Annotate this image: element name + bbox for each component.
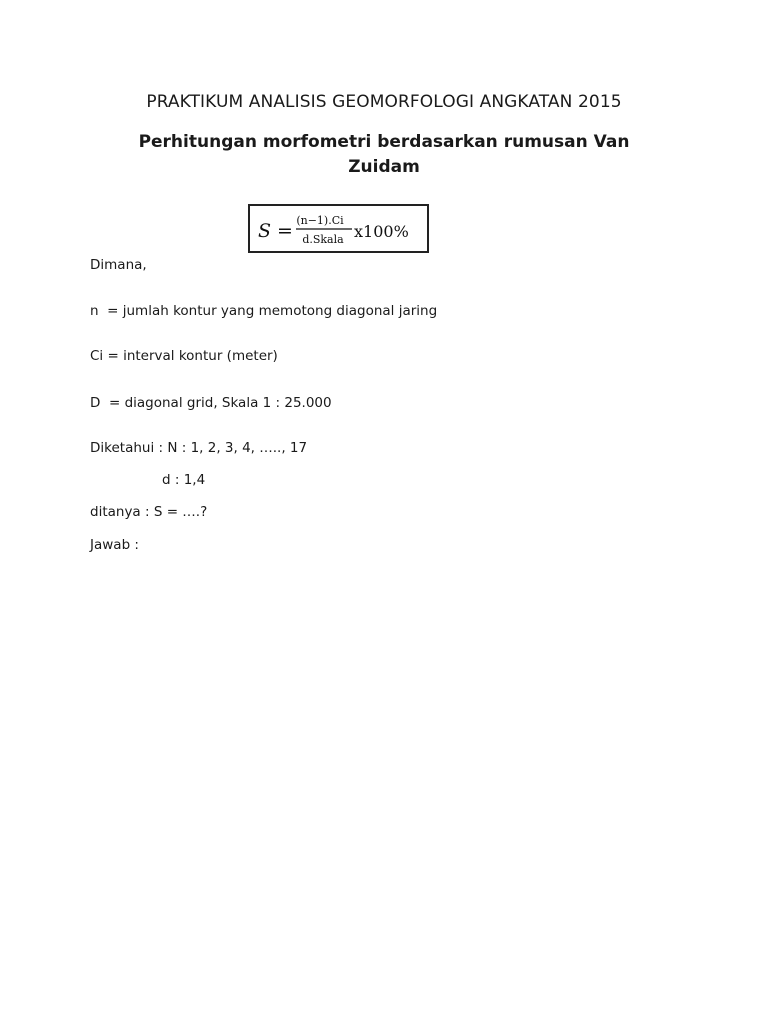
formula-suffix: x100% bbox=[354, 222, 409, 241]
formula-numerator: (n−1).Ci bbox=[296, 214, 344, 227]
text-ci-definition: Ci = interval kontur (meter) bbox=[90, 348, 278, 364]
text-jawab: Jawab : bbox=[90, 537, 139, 553]
text-dimana: Dimana, bbox=[90, 257, 147, 273]
formula-lhs: S = bbox=[258, 220, 293, 242]
text-d-value: d : 1,4 bbox=[162, 472, 206, 488]
text-ditanya: ditanya : S = ….? bbox=[90, 504, 208, 520]
page-title: PRAKTIKUM ANALISIS GEOMORFOLOGI ANGKATAN 2015 bbox=[146, 92, 622, 112]
formula-image bbox=[250, 206, 427, 251]
formula-box bbox=[248, 204, 429, 253]
text-d-definition: D = diagonal grid, Skala 1 : 25.000 bbox=[90, 395, 332, 411]
page-subtitle: Perhitungan morfometri berdasarkan rumusan Van Zuidam bbox=[138, 132, 630, 177]
text-diketahui: Diketahui : N : 1, 2, 3, 4, ….., 17 bbox=[90, 440, 308, 456]
text-n-definition: n = jumlah kontur yang memotong diagonal jaring bbox=[90, 303, 438, 319]
formula-denominator: d.Skala bbox=[302, 233, 344, 246]
